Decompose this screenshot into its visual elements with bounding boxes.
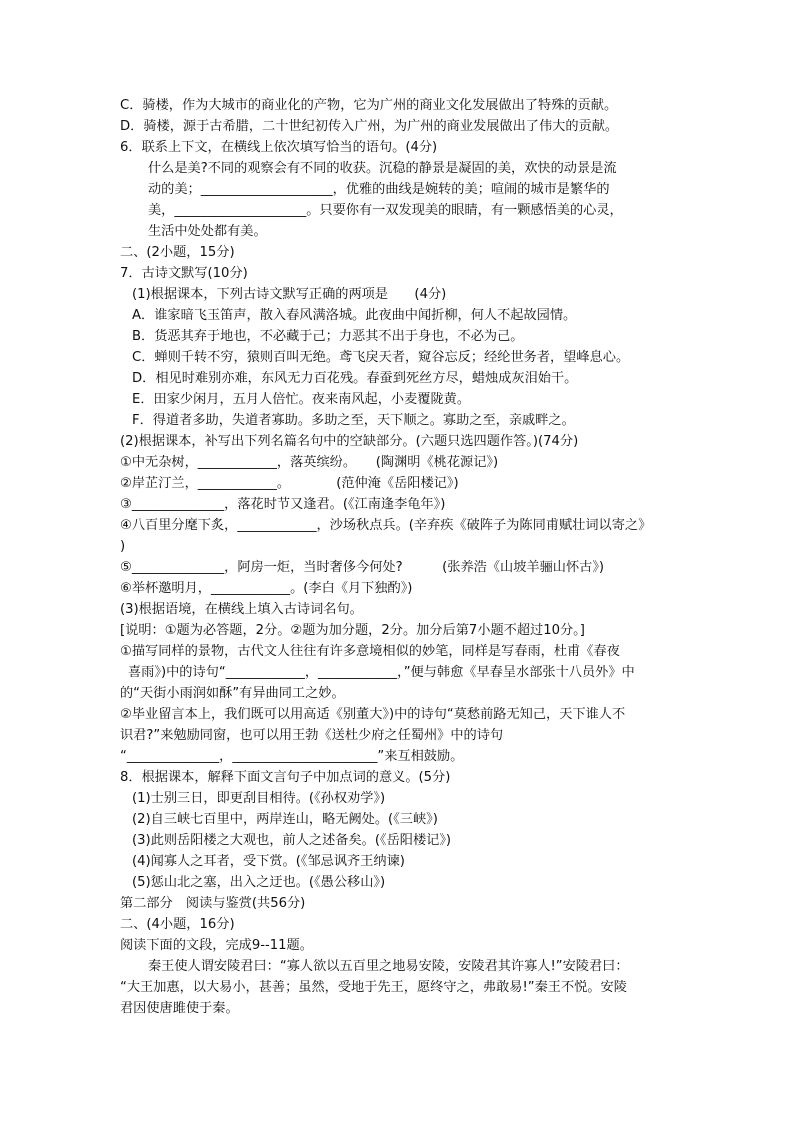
question-6-passage-line-1: 什么是美?不同的观察会有不同的收获。沉稳的静景是凝固的美，欢快的动景是流: [148, 161, 617, 176]
fill-blank-4: ④八百里分麾下炙，____________，沙场秋点兵。(辛弃疾《破阵子为陈同甫赋壮词以寄之》: [120, 518, 652, 533]
question-7-1-heading: (1)根据课本，下列古诗文默写正确的两项是 (4分): [132, 287, 447, 302]
question-7-3-item-2-line-3: “______________，______________________”来互相鼓励。: [120, 749, 464, 764]
question-7-3-item-1-line-3: 的“天街小雨润如酥”有异曲同工之妙。: [120, 686, 345, 701]
question-7-3-item-2-line-2: 识君?”来勉励同窗，也可以用王勃《送杜少府之任蜀州》中的诗句: [120, 728, 504, 743]
question-6-heading: 6．联系上下文，在横线上依次填写恰当的语句。(4分): [120, 140, 438, 155]
section-2-heading: 二、(2小题，15分): [120, 245, 235, 260]
reading-passage-line-3: 君因使唐雎使于秦。: [120, 1001, 239, 1016]
fill-blank-6: ⑥举杯邀明月，____________。(李白《月下独酌》): [120, 581, 413, 596]
fill-blank-2: ②岸芷汀兰，____________。 (范仲淹《岳阳楼记》): [120, 476, 459, 491]
fill-blank-5: ⑤______________，阿房一炬，当时奢侈今何处? (张养浩《山坡羊骊山怀古》): [120, 560, 605, 575]
question-7-heading: 7．古诗文默写(10分): [120, 266, 248, 281]
question-7-3-note: [说明：①题为必答题，2分。②题为加分题，2分。加分后第7小题不超过10分。]: [120, 623, 585, 638]
question-7-3-item-1-line-2: 喜雨》)中的诗句“____________，____________，”便与韩愈《早春呈水部张十八员外》中: [128, 665, 635, 680]
question-8-item-2: (2)自三峡七百里中，两岸连山，略无阙处。(《三峡》): [132, 812, 438, 827]
question-6-passage-line-3: 美，____________________。只要你有一双发现美的眼睛，有一颗感悟美的心灵，: [148, 203, 623, 218]
fill-blank-4-continued: ): [120, 539, 126, 554]
question-8-item-4: (4)闻寡人之耳者，受下赏。(《邹忌讽齐王纳谏): [132, 854, 405, 869]
fill-blank-3: ③______________，落花时节又逢君。(《江南逢李龟年》): [120, 497, 446, 512]
question-8-item-1: (1)士别三日，即更刮目相待。(《孙权劝学》): [132, 791, 386, 806]
fill-blank-1: ①中无杂树，____________，落英缤纷。 (陶渊明《桃花源记》): [120, 455, 499, 470]
option-c-text: C．骑楼，作为大城市的商业化的产物，它为广州的商业文化发展做出了特殊的贡献。: [120, 98, 618, 113]
option-f-text: F．得道者多助，失道者寡助。多助之至，天下顺之。寡助之至，亲戚畔之。: [132, 413, 575, 428]
question-8-item-3: (3)此则岳阳楼之大观也，前人之述备矣。(《岳阳楼记》): [132, 833, 452, 848]
option-a-text: A．谁家暗飞玉笛声，散入春风满洛城。此夜曲中闻折柳，何人不起故园情。: [132, 308, 577, 323]
option-d-poem-text: D．相见时难别亦难，东风无力百花残。春蚕到死丝方尽，蜡烛成灰泪始干。: [132, 371, 578, 386]
reading-instruction: 阅读下面的文段，完成9--11题。: [120, 938, 313, 953]
part-2-heading: 第二部分 阅读与鉴赏(共56分): [120, 896, 306, 911]
question-7-3-heading: (3)根据语境，在横线上填入古诗词名句。: [120, 602, 363, 617]
reading-passage-line-1: 秦王使人谓安陵君曰：“寡人欲以五百里之地易安陵，安陵君其许寡人!”安陵君曰：: [148, 959, 629, 974]
question-7-3-item-2-line-1: ②毕业留言本上，我们既可以用高适《别董大》)中的诗句“莫愁前路无知己，天下谁人不: [120, 707, 626, 722]
option-e-text: E．田家少闲月，五月人倍忙。夜来南风起，小麦覆陇黄。: [132, 392, 471, 407]
reading-passage-line-2: “大王加惠，以大易小，甚善；虽然，受地于先王，愿终守之，弗敢易!”秦王不悦。安陵: [120, 980, 627, 995]
section-2b-heading: 二、(4小题，16分): [120, 917, 235, 932]
question-8-heading: 8．根据课本，解释下面文言句子中加点词的意义。(5分): [120, 770, 451, 785]
question-7-2-heading: (2)根据课本，补写出下列名篇名句中的空缺部分。(六题只选四题作答。)(74分): [120, 434, 579, 449]
question-6-passage-line-4: 生活中处处都有美。: [148, 224, 267, 239]
option-d-text: D．骑楼，源于古希腊，二十世纪初传入广州，为广州的商业发展做出了伟大的贡献。: [120, 119, 619, 134]
option-b-text: B．货恶其弃于地也，不必藏于己；力恶其不出于身也，不必为己。: [132, 329, 524, 344]
question-7-3-item-1-line-1: ①描写同样的景物，古代文人往往有许多意境相似的妙笔，同样是写春雨，杜甫《春夜: [120, 644, 620, 659]
question-8-item-5: (5)惩山北之塞，出入之迂也。(《愚公移山》): [132, 875, 386, 890]
question-6-passage-line-2: 动的美；____________________，优雅的曲线是婉转的美；喧闹的城市是繁华的: [148, 182, 610, 197]
option-c-poem-text: C．蝉则千转不穷，猿则百叫无绝。鸢飞戾天者，窥谷忘反；经纶世务者，望峰息心。: [132, 350, 630, 365]
